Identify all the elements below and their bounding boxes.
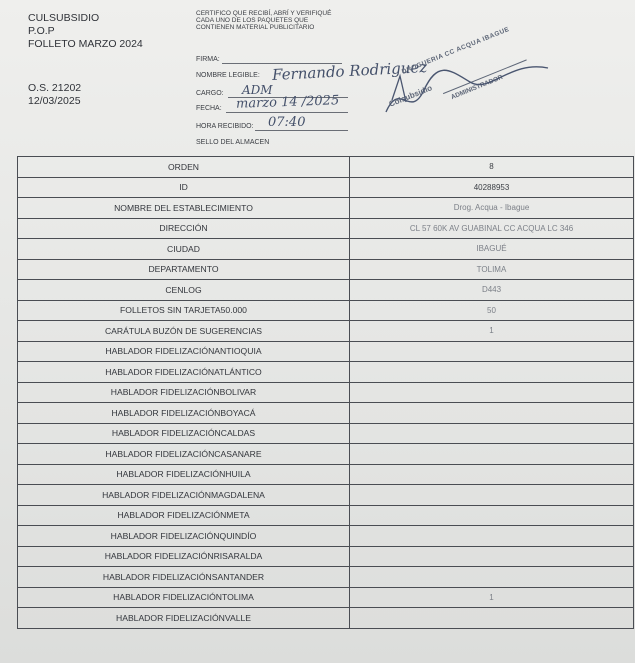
signature-scribble — [380, 40, 555, 130]
table-row — [18, 198, 634, 219]
row-label: CIUDAD — [18, 239, 350, 260]
row-value — [350, 423, 634, 444]
row-label: HABLADOR FIDELIZACIÓNCASANARE — [18, 444, 350, 465]
row-value: 1 — [350, 587, 634, 608]
fecha-handwritten: marzo 14 /2025 — [235, 93, 340, 112]
table-row — [18, 546, 634, 567]
table-row — [18, 177, 634, 198]
row-label: HABLADOR FIDELIZACIÓNBOLIVAR — [18, 382, 350, 403]
row-value — [350, 403, 634, 424]
cargo-label: CARGO: — [196, 90, 224, 97]
row-value: D443 — [350, 280, 634, 301]
row-label: DEPARTAMENTO — [18, 259, 350, 280]
order-block — [28, 82, 81, 108]
order-date: 12/03/2025 — [28, 95, 81, 107]
row-label: NOMBRE DEL ESTABLECIMIENTO — [18, 198, 350, 219]
row-label: HABLADOR FIDELIZACIÓNATLÁNTICO — [18, 362, 350, 383]
table-row — [18, 218, 634, 239]
stamp-logo: Colsubsidio — [387, 83, 434, 109]
row-value — [350, 444, 634, 465]
table-row — [18, 259, 634, 280]
row-label: HABLADOR FIDELIZACIÓNVALLE — [18, 608, 350, 629]
row-label: HABLADOR FIDELIZACIÓNRISARALDA — [18, 546, 350, 567]
row-label: HABLADOR FIDELIZACIÓNANTIOQUIA — [18, 341, 350, 362]
row-value — [350, 341, 634, 362]
row-value — [350, 362, 634, 383]
table-row — [18, 362, 634, 383]
fecha-label: FECHA: — [196, 105, 222, 112]
row-label: ORDEN — [18, 157, 350, 178]
fecha-line — [226, 112, 348, 113]
row-label: HABLADOR FIDELIZACIÓNBOYACÁ — [18, 403, 350, 424]
row-value — [350, 608, 634, 629]
row-label: CARÁTULA BUZÓN DE SUGERENCIAS — [18, 321, 350, 342]
row-value: 8 — [350, 157, 634, 178]
nombre-handwritten: Fernando Rodriguez — [271, 57, 428, 85]
table-row — [18, 341, 634, 362]
table-row — [18, 382, 634, 403]
row-value: CL 57 60K AV GUABINAL CC ACQUA LC 346 — [350, 218, 634, 239]
row-label: HABLADOR FIDELIZACIÓNHUILA — [18, 464, 350, 485]
table-row — [18, 505, 634, 526]
certificate-text: CERTIFICO QUE RECIBÍ, ABRÍ Y VERIFIQUÉ CADA UNO DE LOS PAQUETES QUE CONTIENEN MATERIAL PUBLICITARIO — [196, 10, 332, 31]
row-value — [350, 464, 634, 485]
row-label: FOLLETOS SIN TARJETA50.000 — [18, 300, 350, 321]
row-value — [350, 567, 634, 588]
row-value — [350, 526, 634, 547]
row-value: IBAGUÉ — [350, 239, 634, 260]
hora-handwritten: 07:40 — [268, 115, 306, 130]
row-label: DIRECCIÓN — [18, 218, 350, 239]
hora-label: HORA RECIBIDO: — [196, 123, 254, 130]
row-value: 50 — [350, 300, 634, 321]
table-row — [18, 280, 634, 301]
table-row — [18, 464, 634, 485]
stamp-line1: DROGUERIA CC ACQUA IBAGUE — [400, 25, 511, 76]
row-value — [350, 546, 634, 567]
stamp-line2: ADMINISTRADOR — [450, 73, 504, 102]
row-value — [350, 485, 634, 506]
table-row — [18, 608, 634, 629]
hora-line — [255, 130, 348, 131]
pop-label: P.O.P — [28, 25, 55, 37]
cargo-handwritten: ADM — [242, 83, 273, 97]
row-label: HABLADOR FIDELIZACIÓNMAGDALENA — [18, 485, 350, 506]
table-row — [18, 403, 634, 424]
table-row — [18, 157, 634, 178]
table-row — [18, 485, 634, 506]
firma-label: FIRMA: — [196, 56, 220, 63]
row-label: HABLADOR FIDELIZACIÓNCALDAS — [18, 423, 350, 444]
row-value — [350, 505, 634, 526]
table-row — [18, 567, 634, 588]
row-label: HABLADOR FIDELIZACIÓNTOLIMA — [18, 587, 350, 608]
sello-label: SELLO DEL ALMACEN — [196, 139, 270, 146]
folleto-label: FOLLETO MARZO 2024 — [28, 38, 143, 50]
row-label: HABLADOR FIDELIZACIÓNQUINDÍO — [18, 526, 350, 547]
os-number: O.S. 21202 — [28, 82, 82, 94]
row-value: Drog. Acqua - Ibague — [350, 198, 634, 219]
row-value: 1 — [350, 321, 634, 342]
nombre-label: NOMBRE LEGIBLE: — [196, 72, 260, 79]
row-label: CENLOG — [18, 280, 350, 301]
delivery-table — [17, 156, 634, 629]
table-row — [18, 587, 634, 608]
table-row — [18, 300, 634, 321]
table-row — [18, 526, 634, 547]
header-block — [28, 12, 143, 51]
table-row — [18, 444, 634, 465]
row-value: 40288953 — [350, 177, 634, 198]
row-label: HABLADOR FIDELIZACIÓNMETA — [18, 505, 350, 526]
company-name: CULSUBSIDIO — [28, 12, 100, 24]
row-label: HABLADOR FIDELIZACIÓNSANTANDER — [18, 567, 350, 588]
row-value — [350, 382, 634, 403]
row-value: TOLIMA — [350, 259, 634, 280]
table-row — [18, 239, 634, 260]
table-row — [18, 423, 634, 444]
table-row — [18, 321, 634, 342]
row-label: ID — [18, 177, 350, 198]
